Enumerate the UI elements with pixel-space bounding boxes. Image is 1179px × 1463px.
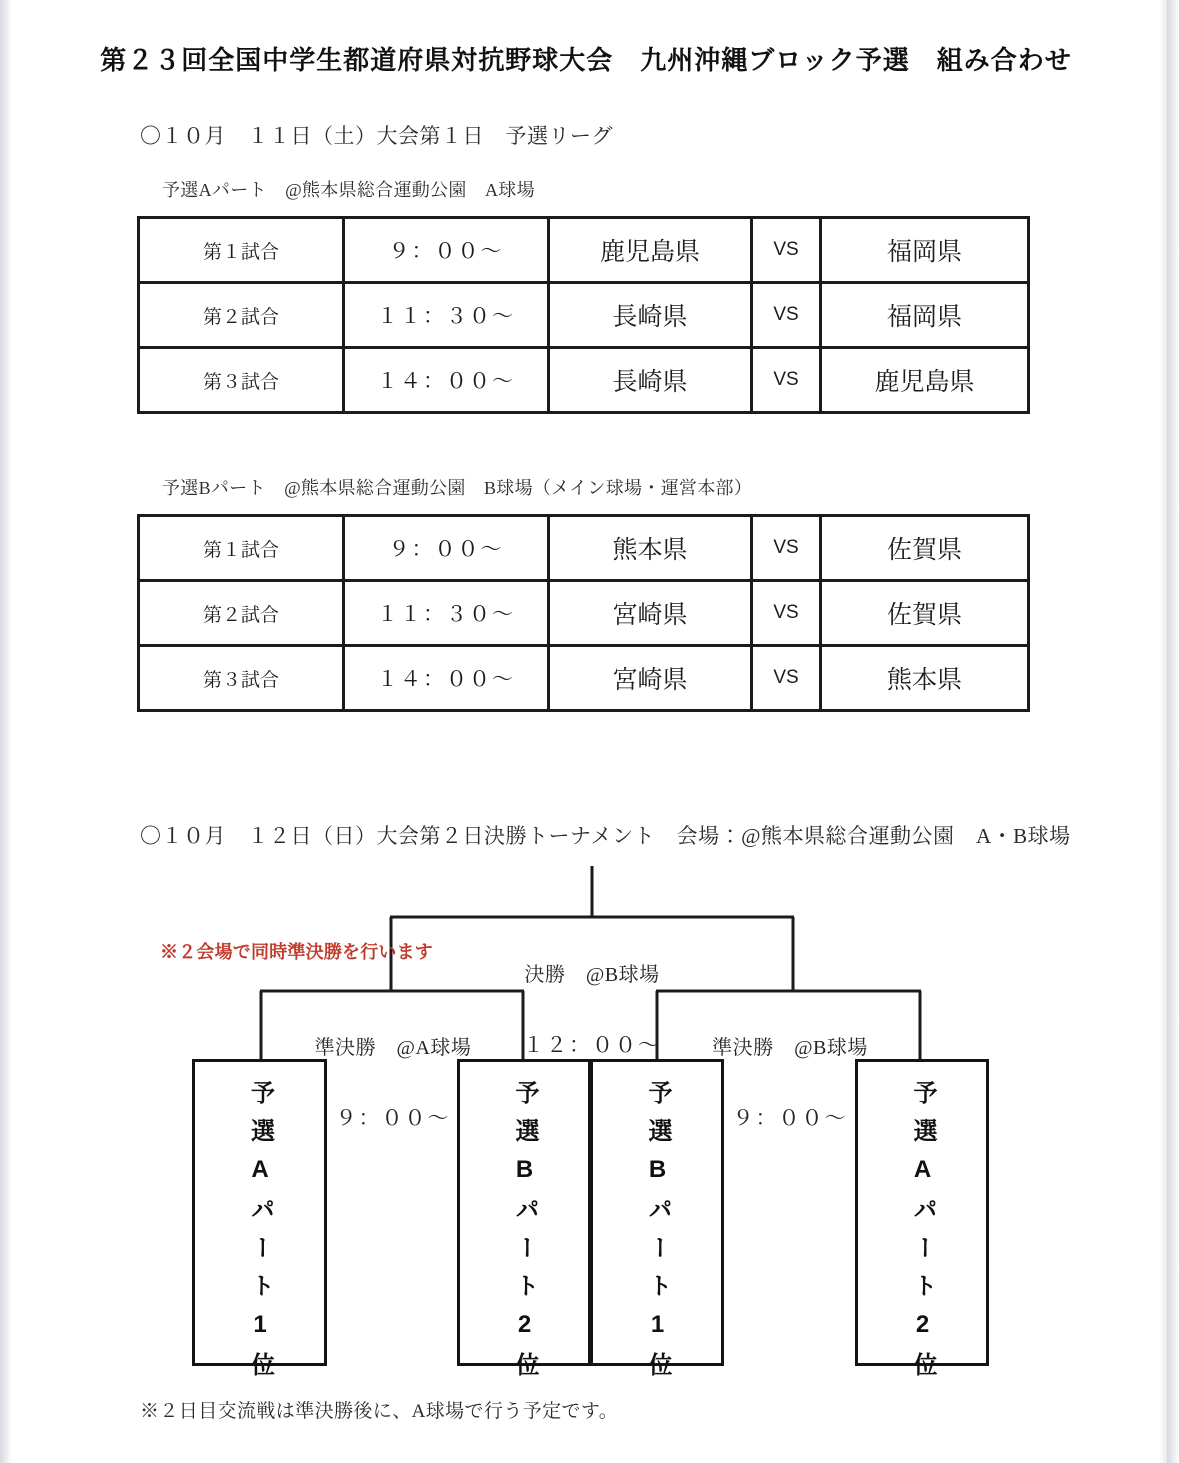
day2-heading: 〇１０月 １２日（日）大会第２日決勝トーナメント 会場：@熊本県総合運動公園 A・B球場 (140, 824, 1071, 848)
cell-game: 第２試合 (139, 581, 344, 646)
cell-time: １１：３０〜 (344, 283, 549, 348)
semifinal-red-note: ※２会場で同時準決勝を行います (160, 942, 433, 962)
schedule-table-part-b (137, 514, 1030, 712)
document-footnote: ※２日目交流戦は準決勝後に、A球場で行う予定です。 (140, 1401, 619, 1422)
table-row (139, 348, 1029, 413)
page-left-edge (0, 0, 12, 1463)
page-title: 第２３回全国中学生都道府県対抗野球大会 九州沖縄ブロック予選 組み合わせ (100, 45, 1072, 75)
bracket-entrant-label: 予選Aパート2位 (909, 1080, 936, 1390)
semifinal-left-venue: 準決勝 @A球場 (314, 1037, 472, 1059)
cell-game: 第３試合 (139, 646, 344, 711)
bracket-entrant-box-3 (590, 1059, 724, 1390)
cell-game: 第２試合 (139, 283, 344, 348)
cell-vs: VS (752, 581, 821, 646)
cell-time: １４：００〜 (344, 348, 549, 413)
cell-team-right: 鹿児島県 (821, 348, 1029, 413)
cell-vs: VS (752, 218, 821, 283)
day1-heading: 〇１０月 １１日（土）大会第１日 予選リーグ (140, 124, 613, 148)
schedule-table-part-a (137, 216, 1030, 414)
cell-time: ９：００〜 (344, 516, 549, 581)
cell-team-left: 鹿児島県 (549, 218, 752, 283)
cell-team-left: 長崎県 (549, 348, 752, 413)
cell-team-right: 福岡県 (821, 218, 1029, 283)
document-sheet (12, 0, 1160, 1463)
table-row (139, 283, 1029, 348)
cell-team-right: 佐賀県 (821, 581, 1029, 646)
cell-team-left: 宮崎県 (549, 646, 752, 711)
cell-time: １４：００〜 (344, 646, 549, 711)
semifinal-left-time: ９：００〜 (335, 1106, 451, 1130)
cell-game: 第１試合 (139, 218, 344, 283)
bracket-entrant-box-1 (192, 1059, 327, 1390)
bracket-entrant-box-4 (855, 1059, 989, 1390)
cell-team-left: 長崎県 (549, 283, 752, 348)
bracket-entrant-box-2 (457, 1059, 591, 1390)
cell-vs: VS (752, 516, 821, 581)
cell-time: ９：００〜 (344, 218, 549, 283)
cell-team-left: 熊本県 (549, 516, 752, 581)
page-right-edge (1167, 0, 1179, 1463)
page-right-edge-inner (1159, 0, 1167, 1463)
cell-game: 第３試合 (139, 348, 344, 413)
table-row (139, 581, 1029, 646)
table-row (139, 516, 1029, 581)
bracket-entrant-label: 予選Aパート1位 (246, 1080, 274, 1390)
cell-team-right: 福岡県 (821, 283, 1029, 348)
final-match-venue: 決勝 @B球場 (524, 964, 660, 986)
semifinal-right-venue: 準決勝 @B球場 (712, 1037, 868, 1059)
cell-vs: VS (752, 283, 821, 348)
cell-team-left: 宮崎県 (549, 581, 752, 646)
table-row (139, 646, 1029, 711)
final-match-time: １２：００〜 (523, 1033, 661, 1057)
table-row (139, 218, 1029, 283)
cell-game: 第１試合 (139, 516, 344, 581)
semifinal-right-time: ９：００〜 (732, 1106, 848, 1130)
cell-team-right: 熊本県 (821, 646, 1029, 711)
bracket-entrant-label: 予選Bパート1位 (644, 1080, 671, 1390)
cell-vs: VS (752, 646, 821, 711)
cell-vs: VS (752, 348, 821, 413)
part-a-subheading: 予選Aパート @熊本県総合運動公園 A球場 (162, 180, 535, 200)
part-b-subheading: 予選Bパート @熊本県総合運動公園 B球場（メイン球場・運営本部） (162, 478, 753, 498)
cell-team-right: 佐賀県 (821, 516, 1029, 581)
bracket-entrant-label: 予選Bパート2位 (511, 1080, 538, 1390)
cell-time: １１：３０〜 (344, 581, 549, 646)
